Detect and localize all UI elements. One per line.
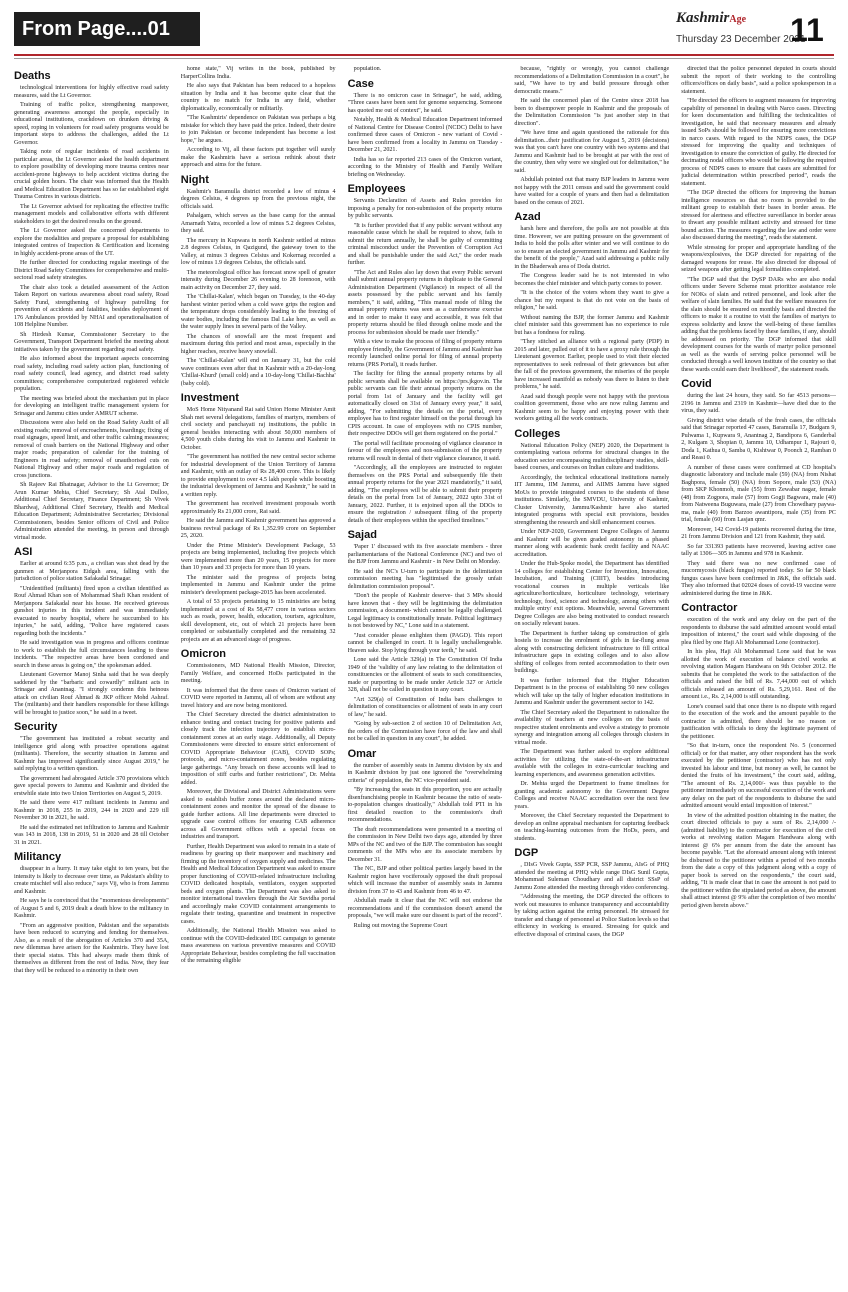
- article-paragraph: directed that the police personnel deputed in courts should submit the report of their working to the controlling officers/offices on daily basis", said a police spokesperson in a statement.: [681, 66, 836, 95]
- article-paragraph: "They stitched an alliance with a regional party (PDP) in 2015 and later, pulled out of it to have a proxy rule through the Lieutenant governor. Earlier, people used to visit their elected representatives to seek redressal of their grievances but after the fall of the previous government, the miseries of the people have increased manifold as nobody was there to listen to their problems," he said.: [514, 339, 670, 390]
- article-paragraph: population.: [353, 66, 382, 72]
- article-paragraph: Taking note of regular incidents of road accidents in particular areas, the Lt Governor asked the health department to explore possibility of developing more trauma centres near accident-prone highways to help accident victims during the crucial golden hours. The chair was informed that the Health and Medical Education Department has so far established eight Trauma Centres in various districts.: [14, 149, 169, 200]
- article-paragraph: Sh Hirdesh Kumar, Commissioner Secretary to the Government, Transport Department briefed the meeting about initiatives taken by the government regarding road safety.: [14, 331, 169, 353]
- article-paragraph: "From an aggressive position, Pakistan and the separatists have been reduced to scurrying and fending for themselves. Also, as a result of the abrogation of Articles 370 and 35A, new dilemmas have arisen for the Kashmiris. They have lost their special status. This had always made them think of themselves as different from the rest of India. Now, they fear that they will be reduced to a minority in their own: [14, 922, 169, 974]
- article-paragraph: A number of these cases were confirmed at CD hospital's diagnostic laboratory and include male (59) (NA) from Nishat Baghpora, female (50) (NA) from Sopore, male (53) (NA) from SKP Khonmoh, male (55) from Zewabar nagar, female (48) from Zogpora, male (57) from Gogji Bagwara, male (40) from Natweena Buguwara, male (27) from Chowdhary paywa-ma, male (40) from Barzoo awantipora, male (35) from PC trial, female (60) from Lasjan qmr.: [681, 464, 836, 523]
- article-paragraph: In view of the admitted position obtaining in the matter, the court directed officials to pay a sum of Rs. 2,14,000 /- (admitted liability) to the contractor for execution of the civil works at revolving station Magam Handwara along with interest @ 6% per annum from the date the amount has become payable. "Let the aforesaid amount along with interest be disbursed to the petitioner within a period of two months from the date a copy of this judgment along with a copy of paper book is served on the respondents," the court said, adding, "It is made clear that in case the amount is not paid to the petitioner within the stipulated period as above, the amount shall attract interest @ 9% after the completion of two months' period given herein above.": [681, 812, 836, 909]
- paper-name-main: Kashmir: [676, 10, 730, 26]
- article-paragraph: "Going by sub-section 2 of section 10 of Delimitation Act, the orders of the Commission have force of the law and shall not be called in question in any court", he added.: [347, 721, 503, 742]
- article-heading: Security: [14, 721, 58, 733]
- article-paragraph: The Lt Governor asked the concerned departments to explore the modalities and prepare a proposal for establishing integrated centres of Inspection & Certification and licensing in highly accident-prone areas of the UT.: [14, 228, 169, 257]
- article-paragraph: Accordingly, the technical educational institutions namely IIT Jammu, IIM Jammu, and AIIMS Jammu have signed MoUs to provide integrated courses to the students of these institutions. Similarly, the SMVDU, University of Kashmir, Cluster University, Jammu/Kashmir have also started integrated programs with special exit provisions, besides strengthening the research and skill enhancement courses.: [514, 474, 670, 526]
- article-paragraph: The meeting was briefed about the mechanism put in place for developing an intelligent traffic management system for Srinagar and Jammu cities under AMRUT scheme.: [14, 395, 169, 417]
- article-heading: Covid: [681, 378, 712, 390]
- article-paragraph: MoS Home Nityanand Rai said Union Home Minister Amit Shah met several delegations, families of martyrs, members of civil society and panchayati raj institutions, the public in general besides interacting with about 50,000 members of 4,500 youth clubs during his visit to Jammu and Kashmir in October.: [180, 407, 336, 451]
- article-paragraph: "The DGP directed the officers for improving the human intelligence resources so that no room is provided to the militant group to establish their bases in border areas. He stressed for alertness and effective surveillance in border areas to thwart any possible militant activity and stressed for time bound action. The measures regarding the law and order were also discussed during the meeting", reads the statement.: [681, 190, 836, 241]
- article-heading: DGP: [514, 847, 539, 859]
- article-paragraph: Servants Declaration of Assets and Rules provides for imposing a penalty for non-submission of the property returns by public servants.: [347, 198, 503, 219]
- article-heading: Colleges: [514, 427, 561, 440]
- article-heading: Night: [180, 173, 209, 186]
- article-paragraph: "The government has notified the new central sector scheme for industrial development of the Union Territory of Jammu and Kashmir, with an outlay of Rs 28,400 crore. This is likely to provide employment to over 4.5 lakh people while boosting the industrial development of Jammu and Kashmir," he said in a written reply.: [180, 454, 336, 498]
- masthead: [676, 10, 806, 50]
- article-paragraph: "Art 329(a) of Constitution of India bars challenges to delimitation of constituencies or allotment of seats in any court of law," he said.: [347, 696, 503, 718]
- article-paragraph: Without naming the BJP, the former Jammu and Kashmir chief minister said this government has no experience to rule but has a fondness for ruling.: [514, 314, 670, 336]
- article-heading: Deaths: [14, 70, 51, 82]
- column-4: [514, 66, 669, 1284]
- article-paragraph: "Accordingly, all the employees are instructed to register themselves on the PRS Portal and subsequently file their annual property returns for the year 2021 mandatorily," it said, adding, "The employees will be able to submit their property details on the portal from 1st of January, 2022 upto 31st of January, 2022. Further, it is enjoined upon all the DDOs to ensure the registration / subsequent filing of the property details of their employees within the specified timelines.": [347, 465, 503, 524]
- article-heading: Omicron: [180, 648, 227, 660]
- article-paragraph: the number of assembly seats in Jammu division by six and in Kashmir division by just one ignored the "overwhelming criteria" of population, the NC vice-president said.: [347, 762, 503, 784]
- article-paragraph: during the last 24 hours, they said. So far 4513 persons—2196 in Jammu and 2319 in Kashmir—have died due to the virus, they said.: [681, 393, 836, 414]
- article-paragraph: Giving district wise details of the fresh cases, the officials said that Srinagar reported 47 cases, Baramulla 17, Budgam 9, Pulwama 1, Kupwara 9, Anantnag 2, Bandipora 6, Ganderbal 2, Kulgam 3, Shopian 0, Jammu 10, Udhampur 1, Rajouri 0, Doda 1, Kathua 0, Samba 0, Kishtwar 0, Poonch 2, Ramban 0 and Reasi 0.: [681, 417, 836, 461]
- article-paragraph: The government has received investment proposals worth approximately Rs 21,000 crore, Rai said.: [180, 501, 336, 515]
- article-paragraph: He said there were 417 militant incidents in Jammu and Kashmir in 2018, 255 in 2019, 244 in 2020 and 229 till November 30 in 2021, he said.: [14, 800, 169, 821]
- article-paragraph: The chances of snowfall are the most frequent and maximum during this period and most areas, especially in the higher reaches, receive heavy snowfall.: [180, 333, 336, 355]
- article-paragraph: They said there was no new confirmed case of mucormycosis (black fungus) reported today. So far 50 black fungus cases have been confirmed in J&K, the officials said. They also informed that 02024 doses of covid-19 vaccine were administered during the time in J&K.: [681, 560, 836, 597]
- article-paragraph: "Just consider please enlighten them (PAGD). This report cannot be challenged in court. It is legally unchallengeable. Heaven sake. Stop lying through your teeth," he said.: [347, 632, 503, 654]
- article-paragraph: The 'Chillai-Kalan', which began on Tuesday, is the 40-day harshest winter period when a cold wave grips the region and the temperature drops considerably leading to the freezing of water bodies, including the famous Dal Lake here, as well as the water supply lines in several parts of the Valley.: [180, 294, 336, 330]
- article-paragraph: It was further informed that the Higher Education Department is in the process of establishing 50 new colleges which will take up the tally of higher education institutions in Jammu and Kashmir under the government sector to 142.: [514, 677, 670, 706]
- article-paragraph: He also says that Pakistan has been reduced to a hopeless situation by India and it has become quite clear that the country is no match for India in any field, whether diplomatically, economically or militarily.: [180, 83, 336, 112]
- article-paragraph: 'Paper 1' discussed with its five associate members - three parliamentarians of the National Conference (NC) and two of the BJP from Jammu and Kashmir - in New Delhi on Monday.: [347, 544, 503, 565]
- article-heading: Omar: [347, 747, 377, 760]
- article-paragraph: He also informed about the important aspects concerning road safety, including road safety action plan, functioning of road safety council, lead agency, and district road safety committees; comprehensive computerized registered vehicle population.: [14, 356, 169, 392]
- page-header: [0, 0, 848, 52]
- article-heading: Case: [347, 77, 374, 90]
- article-paragraph: The draft recommendations were presented in a meeting of the commission in New Delhi two days ago, attended by three MPs of the NC and two of the BJP. The commission has sought comments of the MPs who are its associate members by December 31.: [347, 826, 503, 863]
- article-paragraph: "It is the choice of the voters whom they want to give a chance but my request is that do not vote on the basis of religion," he said.: [514, 290, 670, 311]
- article-paragraph: Under the Prime Minister's Development Package, 53 projects are being implemented, including five projects which were implemented more than 20 years, 15 projects for more than 10 years and 33 projects for more than 10 years.: [180, 542, 336, 571]
- article-heading: Investment: [180, 392, 239, 404]
- article-paragraph: The 'Chillai-Kalan' will end on January 31, but the cold wave continues even after that in Kashmir with a 20-day-long 'Chillai-Khurd' (small cold) and a 10-day-long 'Chillai-Bachha' (baby cold).: [180, 358, 336, 387]
- article-paragraph: He said the Jammu and Kashmir government has approved a business revival package of Rs 1,352.99 crore on September 25, 2020.: [180, 518, 336, 539]
- article-paragraph: "The Act and Rules also lay down that every Public servant shall submit annual property returns in duplicate to the General Administration Department (Vigilance) in respect of all the assets possessed by the public servant and his family members," it said, adding, "This manual mode of filing the annual property returns was seen as a cumbersome exercise and in order to make it easy and accessible, it was felt that property returns should be filed through online mode and the process for submission should be made user friendly.": [347, 269, 503, 336]
- article-paragraph: "The DGP said that the DySP DARs who are also nodal officers under Severe Scheme must prioritize assistance role for NOKs of slain and retired personnel, and look after the welfare of slain families. He said that the welfare measures for the slain should be ensured on monthly basis and directed the officers to make it a routine to visit the families of martyrs to express solidarity and know the well-being of these families adding that the problems faced by these families, if any, should be addressed on priority. The DGP informed that skill development courses for the wards of martyr police personnel as well as the wards of serving police personnel will be conducted through a well known institute of the country so that these wards could earn their livelihood", the statement reads.: [681, 276, 836, 373]
- article-paragraph: Moreover, the Chief Secretary requested the Department to develop an online appraisal mechanism for capturing feedback on teaching-learning outcomes from the HoDs, peers, and students.: [514, 813, 670, 842]
- article-paragraph: , DIsG Vivek Gupta, SSP PCR, SSP Jammu, AIsG of PHQ attended the meeting at PHQ while range DIsG Sunil Gupta, Mohammad Suleman Choudhary and all district SSsP of Jammu Zone attended the meeting through video conferencing.: [514, 862, 670, 891]
- article-paragraph: The portal will facilitate processing of vigilance clearance in favour of the employees and non-submission of the property returns will result in denial of their vigilance clearance, it said.: [347, 440, 503, 462]
- article-paragraph: The Congress leader said he is not interested in who becomes the chief minister and which party comes to power.: [514, 273, 670, 287]
- article-paragraph: He further directed for conducting regular meetings of the District Road Safety Committees for comprehensive and multi-sectoral road safety strategies.: [14, 260, 169, 281]
- article-paragraph: The Chief Secretary asked the Department to rationalize the availability of teachers at new colleges on the basis of respective student enrolments and evolve a strategy to promote synergy and integration among all colleges through clusters in virtual mode.: [514, 709, 670, 746]
- article-paragraph: "It is further provided that if any public servant without any reasonable cause which he shall be required to show, fails to submit the return annually, he shall be guilty of committing criminal misconduct under the Prevention of Corruption Act and shall be punishable under the said Act," the order reads further.: [347, 222, 503, 266]
- article-paragraph: Azad said though people were not happy with the previous coalition government, those who are now ruling Jammu and Kashmir seem to be happy and enjoying power with their workers getting all the work contracts.: [514, 393, 670, 422]
- section-banner: From Page....01: [14, 12, 200, 46]
- article-paragraph: The meteorological office has forecast snow spell of greater intensity during December 26 evening to 28 forenoon, with main activity on December 27, they said.: [180, 269, 336, 291]
- article-paragraph: He said investigation was in progress and officers continue to work to establish the full circumstances leading to these incidents. "The respective areas have been cordoned and search in these areas is going on," the spokesman added.: [14, 640, 169, 669]
- header-rule: [14, 54, 834, 56]
- article-heading: Azad: [514, 211, 541, 223]
- article-paragraph: "Unidentified (militants) fired upon a civilian identified as Rouf Ahmad Khan son of Mohammad Shafi Khan resident of Merjanpora Safakadal near his house. He received grievous gunshot injuries in this incident and was immediately evacuated to nearby hospital, where he succumbed to his injuries," he said, adding, "Police have registered cases regarding both the incidents.": [14, 585, 169, 637]
- article-paragraph: National Education Policy (NEP) 2020, the Department is contemplating various reforms for structural changes in the education sector encompassing multidisciplinary studies, skill-based courses, and courses on Indian culture and traditions.: [514, 442, 670, 471]
- article-paragraph: He says he is convinced that the "momentous developments" of August 5 and 6, 2019 dealt a death blow to the militancy in Kashmir.: [14, 898, 169, 919]
- article-paragraph: The Department was further asked to explore additional activities for utilizing the state-of-the-art infrastructure available with the colleges in extra-curricular teaching and learning experiences, and awareness generation activities.: [514, 749, 670, 778]
- article-paragraph: Pahalgam, which serves as the base camp for the annual Amarnath Yatra, recorded a low of minus 5.2 degrees Celsius, they said.: [180, 213, 336, 234]
- article-paragraph: "The Kashmiris' dependence on Pakistan was perhaps a big mistake for which they have paid the price. Indeed, their desire to join Pakistan or become independent has become a lost hope," he argues.: [180, 115, 336, 144]
- paper-name-suffix: Age: [729, 14, 747, 25]
- article-paragraph: He said the concerned plan of the Centre since 2018 has been to disempower people in Kashmir and the proposals of the Delimitation Commission "is just another step in that direction".: [514, 98, 670, 127]
- header-rule-thin: [14, 58, 834, 59]
- article-paragraph: The chair also took a detailed assessment of the Action Taken Report on various awareness about road safety, Road Safety Fund, strengthening of highway patrolling for prevention of accidents and fatalities, besides deployment of 176 Ambulances provided by NHAI and operationalisation of 108 Helpline Number.: [14, 284, 169, 328]
- issue-date: Thursday 23 December 2021: [676, 34, 806, 45]
- paper-name: [676, 10, 746, 27]
- article-paragraph: Kashmir's Baramulla district recorded a low of minus 4 degrees Celsius, 4 degrees up from the previous night, the officials said.: [180, 188, 336, 210]
- article-paragraph: home state," Vij writes in the book, published by HarperCollins India.: [180, 66, 336, 80]
- article-paragraph: So far 331393 patients have recovered, leaving active case tally at 1306—305 in Jammu and 978 in Kashmir.: [681, 543, 836, 557]
- article-paragraph: Commissioners, MD National Health Mission, Director, Family Welfare, and concerned HoDs participated in the meeting.: [180, 663, 336, 684]
- article-heading: Sajad: [347, 529, 377, 541]
- article-paragraph: Lone said the Article 329(a) in The Constitution Of India 1949 of the 'validity of any law relating to the delimitation of constituencies or the allotment of seats to such constituencies, made or purporting to be made under Article 327 or Article 328, shall not be called in question in any court.: [347, 657, 503, 693]
- article-paragraph: With a view to make the process of filing of property returns employee friendly, the Government of Jammu and Kashmir has recently launched online portal for filing of annual property returns (PRS Portal), it reads further.: [347, 339, 503, 368]
- article-paragraph: Additionally, the National Health Mission was asked to continue with the COVID-dedicated IEC campaign to generate mass awareness on various preventive measures and COVID Appropriate Behaviour, besides completing the full vaccination of the remaining eligible: [180, 928, 336, 964]
- article-heading: ASI: [14, 546, 33, 558]
- article-paragraph: India has so far reported 213 cases of the Omicron variant, according to the Ministry of Health and Family Welfare briefing on Wednesday.: [347, 156, 503, 178]
- article-paragraph: There is no omicron case in Srinagar", he said, adding, "Three cases have been sent for genome sequencing. Someone has quoted me out of context", he said.: [347, 92, 503, 114]
- article-paragraph: because, "rightly or wrongly, you cannot challenge recommendations of a Delimitation Commission in a court", he said, "We have to try and build pressure through other democratic means.": [514, 66, 670, 95]
- article-paragraph: disappear in a hurry. It may take eight to ten years, but the intensity is likely to decrease over time, as Pakistan's ability to create mischief will also reduce," says Vij, who is from Jammu and Kashmir.: [14, 866, 169, 895]
- article-paragraph: In his plea, Haji Ali Mohammad Lone said that he was allotted the work of execution of balance civil works at revolving station Magam Handwara on 9th October 2012. He submits that he completed the work to the satisfaction of the officials and raised the bill of Rs. 7,44,000 out of which officials released an amount of Rs. 5,29,161. Rest of the amount i.e., Rs. 2,14,000 is still outstanding.: [681, 649, 836, 700]
- article-paragraph: The facility for filing the annual property returns by all public servants shall be available on https://prs.jkgov.in. The public servants can file their annual property returns on the portal from 1st of January and the facility will get automatically closed on 31st of January every year," it said, adding, "For submitting the details on the portal, every employee has to first register himself on the portal through his CPIS account. In case of employees with no CPIS number, their respective DDOs will get them registered on the portal.": [347, 371, 503, 437]
- article-paragraph: Moreover, the Divisional and District Administrations were asked to establish buffer zones around the declared micro-containment zones and monitor the spread of the disease to guide further actions. All line departments were directed to upgrade case control offices for ensuring CAB adherence across all Government offices with a special focus on industries and transport.: [180, 789, 336, 840]
- article-paragraph: Dr. Mehta urged the Department to frame timelines for granting academic autonomy to the Government Degree Colleges and receive NAAC accreditation over the next few years.: [514, 781, 670, 810]
- column-2: [181, 66, 336, 1284]
- article-paragraph: Ruling out moving the Supreme Court: [353, 922, 448, 929]
- article-paragraph: Under NEP-2020, Government Degree Colleges of Jammu and Kashmir will be given graded autonomy in a phased manner along with academic bank credit facility and NAAC accreditation.: [514, 529, 670, 558]
- article-paragraph: Moreover, 142 Covid-19 patients recovered during the time, 21 from Jammu Division and 121 from Kashmir, they said.: [681, 526, 836, 540]
- article-paragraph: The Department is further taking up construction of girls hostels to increase the enrolment of girls in far-flung areas along with constructing deficient infrastructure to fill critical infrastructure gaps in existing colleges and to also allow shifting of colleges from rented accommodation to their own buildings.: [514, 630, 670, 674]
- article-paragraph: A total of 53 projects pertaining to 15 ministries are being implemented at a cost of Rs 58,477 crore in various sectors such as roads, power, health, education, tourism, agriculture, skill development, etc, out of which 21 projects have been completed or substantially completed and the remaining 32 projects are at an advanced stage of progress.: [180, 599, 336, 643]
- column-1: [14, 66, 169, 1284]
- article-paragraph: According to Vij, all these factors put together will surely make the Kashmiris have a serious rethink about their approach and aims for the future.: [180, 147, 336, 168]
- article-paragraph: execution of the work and any delay on the part of the respondents to disburse the said admitted amount would entail imposition of interest," the court said while disposing of the plea filed by one Haji Ali Mohammad Lone (contractor).: [681, 617, 836, 646]
- article-paragraph: "The government has instituted a robust security and intelligence grid along with proactive operations against (militants). Therefore, the security situation in Jammu and Kashmir has improved significantly since August 2019," he said replying to a written question.: [14, 736, 169, 772]
- article-paragraph: While stressing for proper and appropriate handling of the weapons/explosives, the DGP directed for repairing of the damaged weapons for reuse. He also directed for disposal of seized weapons after getting legal formalities completed.: [681, 244, 836, 273]
- column-5: [681, 66, 836, 1284]
- article-paragraph: Lieutenant Governor Manoj Sinha said that he was deeply saddened by the "barbaric and cowardly" militant acts in Srinagar and Anantnag. "I strongly condemn this heinous attack on civilian Rouf Ahmad & JKP officer Mohd Ashraf. The (militants) and their handlers responsible for these killings will be brought to justice soon," he said in a tweet.: [14, 672, 169, 716]
- column-3: [348, 66, 503, 1284]
- article-paragraph: The mercury in Kupwara in north Kashmir settled at minus 2.8 degrees Celsius, in Qazigund, the gateway town to the Valley, at minus 3 degrees Celsius and Kokernag recorded a low of minus 1.9 degrees Celsius, the officials said.: [180, 237, 336, 266]
- article-paragraph: "We have time and again questioned the rationale for this delimitation...their justification for August 5, 2019 (decisions) was that you can't have one country with two systems and that Jammu and Kashmir had to be brought at par with the rest of the country, then why were we singled out for delimitation," he said.: [514, 130, 670, 174]
- article-paragraph: Under the Hub-Spoke model, the Department has identified 14 colleges for establishing Center for Invention, Innovation, Incubation, and Training (CIIIT), besides introducing vocational courses in multiple verticals like agriculture/horticulture, horticulture technology, veterinary technology, food, science and technology, among others with multiple entry/ exit options. Meanwhile, several Government Degree Colleges are also being motivated to conduct research on socially relevant issues.: [514, 561, 670, 627]
- article-paragraph: "By increasing the seats in this proportion, you are actually disenfranchising people in Kashmir because the ratio of seats-to-population changes drastically," Abdullah told PTI in his first detailed reaction to the commission's draft recommendations.: [347, 787, 503, 823]
- article-paragraph: Further, Health Department was asked to remain in a state of readiness by gearing up their manpower and machinery and firming up the inventory of oxygen supply and medicines. The Health and Medical Education Department was asked to ensure proper functioning of COVID-related infrastructure including COVID dedicated hospitals, ventilators, oxygen supported beds and oxygen plants. The Department was also asked to monitor international travelers through the Air Suvidha portal and accordingly make COVID containment arrangements to regulate their testing, quarantine and treatment in respective cases.: [180, 843, 336, 925]
- article-paragraph: "Addressing the meeting, the DGP directed the officers to work out measures to enhance transparency and accountability by taking action against the erring personnel. He stressed for transfer and change of personnel at Police Station levels so that efficiency in working is ensured. Stressing for quick and effective disposal of criminal cases, the DGP: [514, 894, 670, 938]
- article-paragraph: The Chief Secretary directed the district administration to enhance testing and contact tracing for positive patients and closely track the infection trajectory to establish micro-containment zones at an early stage. Additionally, all Deputy Commissioners were directed to ensure strict enforcement of COVID Appropriate Behaviour (CAB), COVID SOPs; protocols, and micro-containment zones, besides regulating large gatherings. "Any breach on these accounts will lead to imposition of stiff curbs and further restrictions", Dr. Mehta added.: [180, 712, 336, 786]
- article-paragraph: The NC, BJP and other political parties largely based in the Kashmir region have vociferously opposed the draft proposal which will increase the number of assembly seats in Jammu division from 37 to 43 and Kashmir from 46 to 47.: [347, 866, 503, 895]
- article-heading: Employees: [347, 183, 406, 195]
- article-paragraph: "So that in-turn, once the respondent No. 5 (concerned official) or for that matter, any other respondent has the work executed by the petitioner (contractor) who has not only invested his labour and time, but money as well, he cannot be denied the fruits of his investment," the court said, adding, "The amount of Rs. 2,14,000/- was thus payable to the petitioner immediately on successful execution of the work and any delay on the part of the respondents to disburse the said admitted amount would entail imposition of interest.": [681, 743, 836, 809]
- article-paragraph: "Don't the people of Kashmir deserve- that 3 MPs should have known that - they will be legitimising the delimitation commission, a document- which cannot be legally challenged. Legal legitimacy is constitutionally innate. Political legitimacy is not bestowed by NC," Lone said in a statement.: [347, 593, 503, 629]
- article-paragraph: Notably, Health & Medical Education Department informed of National Centre for Disease Control (NCDC) Delhi to have confirmed three cases of Omicron - new variant of Covid - have been confirmed from a locality in Jammu on Tuesday - December 21, 2021.: [347, 117, 503, 153]
- article-paragraph: Lone's counsel said that once there is no dispute with regard to the execution of the work and the amount payable to the contractor is admitted, there should be no reason or justification with officials to deny the legitimate payment of the petitioner.: [681, 703, 836, 740]
- article-paragraph: Earlier at around 6:35 p.m., a civilian was shot dead by the gunmen at Merjanpora Eidgah area, falling with the jurisdiction of police station Safakadal Srinagar.: [14, 561, 169, 582]
- article-paragraph: The minister said the progress of projects being implemented in Jammu and Kashmir under the prime minister's development package-2015 has been accelerated.: [180, 574, 336, 596]
- article-paragraph: technological interventions for highly effective road safety measures, said the Lt Governor.: [14, 85, 169, 99]
- article-paragraph: Discussions were also held on the Road Safety Audit of all existing roads; removal of encroachments, hoardings; fixing of road signages, speed limit, and other traffic calming measures; removal of crash barriers on the National Highway and other major roads; preparation of calendar for the training of Engineers in road safety; removal of unauthorised cuts on National Highway and other major roads and regulation of cross junctions.: [14, 420, 169, 479]
- page-number: 11: [790, 12, 824, 48]
- article-paragraph: Sh Rajeev Rai Bhatnagar, Advisor to the Lt Governor; Dr Arun Kumar Mehta, Chief Secretary; Sh Atal Dulloo, Additional Chief Secretary, Finance Department; Sh Vivek Bhardwaj, Additional Chief Secretary, Health and Medical Education Department; Administrative Secretaries; Divisional Commissioners, besides Senior officers of Civil and Police Administration attended the meeting, in person and through virtual mode.: [14, 482, 169, 541]
- article-paragraph: The government had abrogated Article 370 provisions which gave special powers to Jammu and Kashmir and divided the erstwhile state into two Union Territories on August 5, 2019.: [14, 775, 169, 797]
- article-paragraph: harsh here and therefore, the polls are not possible at this time. However, we are putting pressure on the government of India to hold the polls after winter and we will continue to do so to ensure an elected government in Jammu and Kashmir for the benefit of the people," Azad said addressing a public rally in the Bhaderwah area of Doda district.: [514, 226, 670, 270]
- article-paragraph: He said the NC's U-turn to participate in the delimitation commission meeting has "legitimised the grossly unfair delimitation commission proposal".: [347, 568, 503, 590]
- article-paragraph: The Lt Governor advised for replicating the effective traffic management models and collaborative efforts with different stakeholders to get the desired results on the ground.: [14, 203, 169, 225]
- article-paragraph: It was informed that the three cases of Omicron variant of COVID were reported in Jammu, all of whom are without any travel history and are now being monitored.: [180, 687, 336, 709]
- article-paragraph: Abdullah made it clear that the NC will not endorse the recommendations and if the commission doesn't amend the proposals, "we will make sure our dissent is part of the record".: [347, 898, 503, 919]
- article-columns: [14, 66, 836, 1284]
- article-heading: Contractor: [681, 602, 738, 614]
- article-heading: Militancy: [14, 851, 62, 863]
- article-paragraph: "He directed the officers to augment measures for improving capability of personnel in dealing with Narco cases. Directing for keen documentation and fulfilling the technicalities of investigation, he said that necessary measures and already issued SoPs should be followed for ensuring more convictions in narco cases. With regard to the NDPS cases, the DGP stressed for improving the quality and techniques of investigation to ensure the conviction of guilty. He directed for decimating nodal officers who would be following the required process of NDPS cases to ensure that cases are submitted for judicial determination within prescribed period", reads the statement.: [681, 98, 836, 187]
- article-paragraph: Abdullah pointed out that many BJP leaders in Jammu were not happy with the 2011 census and said the government could have waited for a couple of years and then had a delimitation based on the census of 2021.: [514, 177, 670, 206]
- article-paragraph: He said the estimated net infiltration to Jammu and Kashmir was 143 in 2018, 138 in 2019, 51 in 2020 and 28 till October 31 in 2021.: [14, 824, 169, 846]
- article-paragraph: Training of traffic police, strengthening manpower, generating awareness amongst the people, especially in educational institutions, crackdown on drunken driving & speed, roping in volunteers for road safety programs would be important steps to address the challenges, added the Lt Governor.: [14, 102, 169, 146]
